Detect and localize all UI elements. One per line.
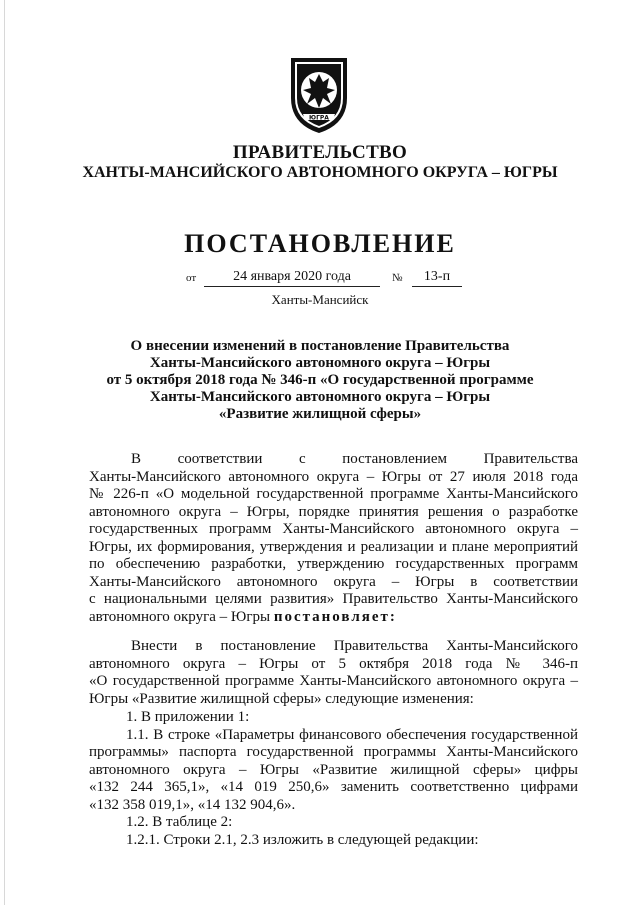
- document-subject: [80, 338, 560, 423]
- text-line: Югры, их формирования, утверждения и реализации и плане мероприятий: [89, 538, 578, 555]
- number-label: №: [392, 272, 403, 284]
- item-1-1-line: 1.1. В строке «Параметры финансового обеспечения государственной: [126, 726, 578, 743]
- item-1: 1. В приложении 1:: [126, 709, 250, 725]
- document-meta-row: [0, 268, 640, 288]
- government-region: ХАНТЫ-МАНСИЙСКОГО АВТОНОМНОГО ОКРУГА – ЮГРЫ: [82, 164, 558, 181]
- item-1-1-line: «132 244 365,1», «14 019 250,6» заменить соответственно цифрами: [89, 779, 578, 795]
- text-line: Ханты-Мансийского автономного округа – Югры от 27 июля 2018 года: [89, 468, 578, 485]
- document-number: 13-п: [412, 268, 462, 287]
- amendment-items: [89, 709, 578, 849]
- coat-of-arms-icon: [283, 52, 355, 136]
- emblem-caption: ЮГРА: [309, 114, 329, 122]
- resolves-word: постановляет:: [273, 608, 397, 625]
- text-line-part: автономного округа – Югры: [89, 608, 271, 625]
- subject-line: Ханты-Мансийского автономного округа – Югры: [149, 355, 491, 371]
- document-type-heading: ПОСТАНОВЛЕНИЕ: [184, 229, 456, 258]
- item-1-1-line: программы» паспорта государственной программы Ханты-Мансийского: [89, 744, 578, 760]
- text-line: автономного округа – Югры от 5 октября 2018 года № 346-п: [89, 655, 578, 672]
- text-line: [89, 609, 578, 627]
- amendment-paragraph: [89, 638, 578, 708]
- text-line: В соответствии с постановлением Правительства: [131, 451, 578, 467]
- item-1-1-line: автономного округа – Югры «Развитие жилищной сферы» цифры: [89, 761, 578, 778]
- subject-line: «Развитие жилищной сферы»: [218, 406, 422, 422]
- subject-line: от 5 октября 2018 года № 346-п «О государственной программе: [106, 372, 534, 388]
- text-line: Ханты-Мансийского автономного округа – Югры в соответствии: [89, 573, 578, 590]
- document-city: Ханты-Мансийск: [271, 292, 369, 307]
- preamble-paragraph: [89, 451, 578, 626]
- text-line: Внести в постановление Правительства Ханты-Мансийского: [131, 638, 578, 654]
- text-line: по обеспечению разработки, утверждению государственных программ: [89, 556, 578, 572]
- text-line: «О государственной программе Ханты-Мансийского автономного округа –: [89, 673, 578, 689]
- document-date: 24 января 2020 года: [204, 268, 380, 287]
- text-line: государственных программ Ханты-Мансийского автономного округа –: [89, 521, 578, 537]
- page-edge-line: [4, 0, 5, 905]
- item-1-1-line: «132 358 019,1», «14 132 904,6».: [89, 796, 296, 813]
- item-1-2: 1.2. В таблице 2:: [126, 814, 233, 830]
- subject-line: О внесении изменений в постановление Правительства: [130, 338, 510, 354]
- item-1-2-1: 1.2.1. Строки 2.1, 2.3 изложить в следующей редакции:: [126, 831, 479, 848]
- subject-line: Ханты-Мансийского автономного округа – Югры: [149, 389, 491, 405]
- text-line: Югры «Развитие жилищной сферы» следующие изменения:: [89, 690, 474, 707]
- government-title: ПРАВИТЕЛЬСТВО: [232, 142, 408, 163]
- text-line: автономного округа – Югры, порядке принятия решения о разработке: [89, 503, 578, 520]
- date-label: от: [186, 272, 197, 284]
- text-line: с национальными целями развития» Правительство Ханты-Мансийского: [89, 591, 578, 607]
- text-line: № 226-п «О модельной государственной программе Ханты-Мансийского: [89, 486, 578, 502]
